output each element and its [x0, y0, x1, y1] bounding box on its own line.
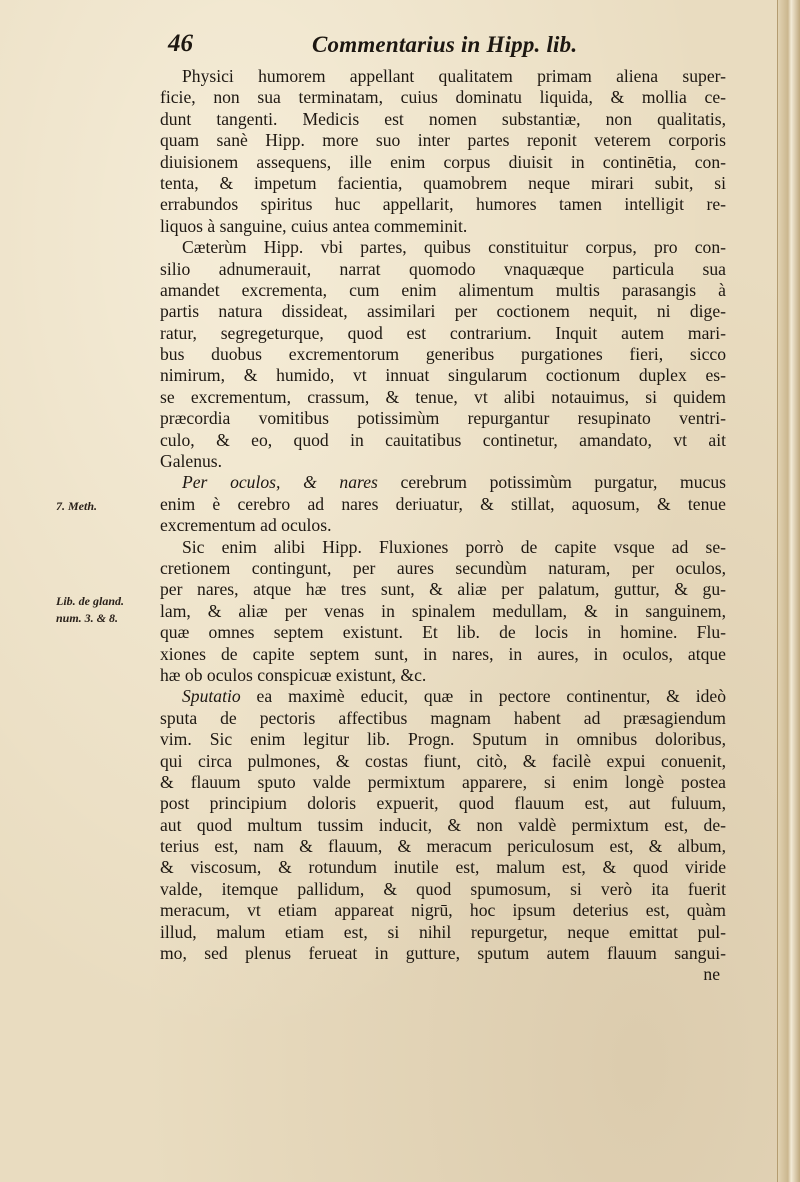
running-head: Commentarius in Hipp. lib.: [312, 32, 578, 57]
text-line: illud, malum etiam est, si nihil repurgetur, neque emittat pul-: [160, 921, 726, 942]
text-line: culo, & eo, quod in cauitatibus continetur, amandato, vt ait: [160, 429, 726, 450]
text-line: Sputatio ea maximè educit, quæ in pectore continentur, & ideò: [182, 686, 726, 707]
body-text: [160, 66, 726, 986]
text-line: bus duobus excrementorum generibus purgationes fieri, sicco: [160, 344, 726, 365]
text-line: Cæterùm Hipp. vbi partes, quibus constituitur corpus, pro con-: [182, 237, 726, 258]
margin-note-1: [56, 498, 97, 515]
text-line: Sic enim alibi Hipp. Fluxiones porrò de capite vsque ad se-: [182, 536, 726, 557]
margin-note-line: num. 3. & 8.: [56, 611, 119, 625]
text-line: dunt tangenti. Medicis est nomen substantiæ, non qualitatis,: [160, 108, 726, 129]
text-line: silio adnumerauit, narrat quomodo vnaquæque particula sua: [160, 258, 726, 279]
italic-lead: Per oculos, & nares: [182, 472, 378, 493]
text-line: xiones de capite septem sunt, in nares, in aures, in oculos, atque: [160, 643, 726, 664]
text-line: præcordia vomitibus potissimùm repurgantur resupinato ventri-: [160, 408, 726, 429]
text-line: aut quod multum tussim inducit, & non valdè permixtum est, de-: [160, 814, 726, 835]
paragraph-4: [160, 537, 726, 687]
text-line: enim è cerebro ad nares deriuatur, & stillat, aquosum, & tenue: [160, 493, 726, 514]
page-number: 46: [168, 30, 193, 57]
catchword: ne: [703, 964, 720, 985]
text-line: ficie, non sua terminatam, cuius dominatu liquida, & mollia ce-: [160, 87, 726, 108]
margin-note-line: 7. Meth.: [56, 499, 98, 513]
text-line: valde, itemque pallidum, & quod spumosum, si verò ita fuerit: [160, 878, 726, 899]
margin-note-2: [56, 593, 124, 627]
text-line: quam sanè Hipp. more suo inter partes reponit veterem corporis: [160, 130, 726, 151]
paragraph-1: [160, 66, 726, 237]
text-line: quæ omnes septem existunt. Et lib. de locis in homine. Flu-: [160, 622, 726, 643]
text-line: amandet excrementa, cum enim alimentum multis parasangis à: [160, 279, 726, 300]
text-line: & viscosum, & rotundum inutile est, malum est, & quod viride: [160, 857, 726, 878]
italic-lead: Sputatio: [182, 686, 241, 707]
text-line: errabundos spiritus huc appellarit, humores tamen intelligit re-: [160, 194, 726, 215]
text-line: tenta, & impetum facientia, quamobrem neque mirari subit, si: [160, 172, 726, 193]
text-line: diuisionem assequens, ille enim corpus diuisit in continētia, con-: [160, 151, 726, 172]
text-line: terius est, nam & flauum, & meracum periculosum est, & album,: [160, 836, 726, 857]
text-line: ratur, segregeturque, quod est contrarium. Inquit autem mari-: [160, 322, 726, 343]
text-line: sputa de pectoris affectibus magnam habent ad præsagiendum: [160, 707, 726, 728]
text-line: cretionem contingunt, per aures secundùm naturam, per oculos,: [160, 557, 726, 578]
text-line: Per oculos, & nares cerebrum potissimùm purgatur, mucus: [182, 472, 726, 493]
text-line: mo, sed plenus ferueat in gutture, sputum autem flauum sangui-: [160, 943, 726, 964]
page-header: [160, 30, 720, 62]
text-line: qui circa pulmones, & costas fiunt, citò, & facilè expui conuenit,: [160, 750, 726, 771]
margin-note-line: Lib. de gland.: [56, 594, 124, 608]
text-line: post principium doloris expuerit, quod flauum est, aut fuluum,: [160, 793, 726, 814]
text-line: partis natura dissideat, assimilari per coctionem nequit, ni dige-: [160, 301, 726, 322]
text-line: liquos à sanguine, cuius antea commeminit.: [160, 215, 468, 236]
text-line: meracum, vt etiam appareat nigrū, hoc ipsum deterius est, quàm: [160, 900, 726, 921]
paragraph-3: [160, 472, 726, 536]
text-line: hæ ob oculos conspicuæ existunt, &c.: [160, 664, 427, 685]
text-line: Physici humorem appellant qualitatem primam aliena super-: [182, 66, 726, 86]
paragraph-2: [160, 237, 726, 472]
text-line: per nares, atque hæ tres sunt, & aliæ per palatum, guttur, & gu-: [160, 579, 726, 600]
text-line: vim. Sic enim legitur lib. Progn. Sputum in omnibus doloribus,: [160, 729, 726, 750]
text-line: nimirum, & humido, vt innuat singularum coctionum duplex es-: [160, 365, 726, 386]
text-line: Galenus.: [160, 451, 223, 472]
text-line: lam, & aliæ per venas in spinalem medullam, & in sanguinem,: [160, 600, 726, 621]
page-edge: [777, 0, 800, 1182]
text-line: excrementum ad oculos.: [160, 515, 332, 536]
paragraph-5: [160, 686, 726, 964]
text-line: & flauum sputo valde permixtum apparere, si enim longè postea: [160, 771, 726, 792]
text-line: se excrementum, crassum, & tenue, vt alibi notauimus, si quidem: [160, 386, 726, 407]
